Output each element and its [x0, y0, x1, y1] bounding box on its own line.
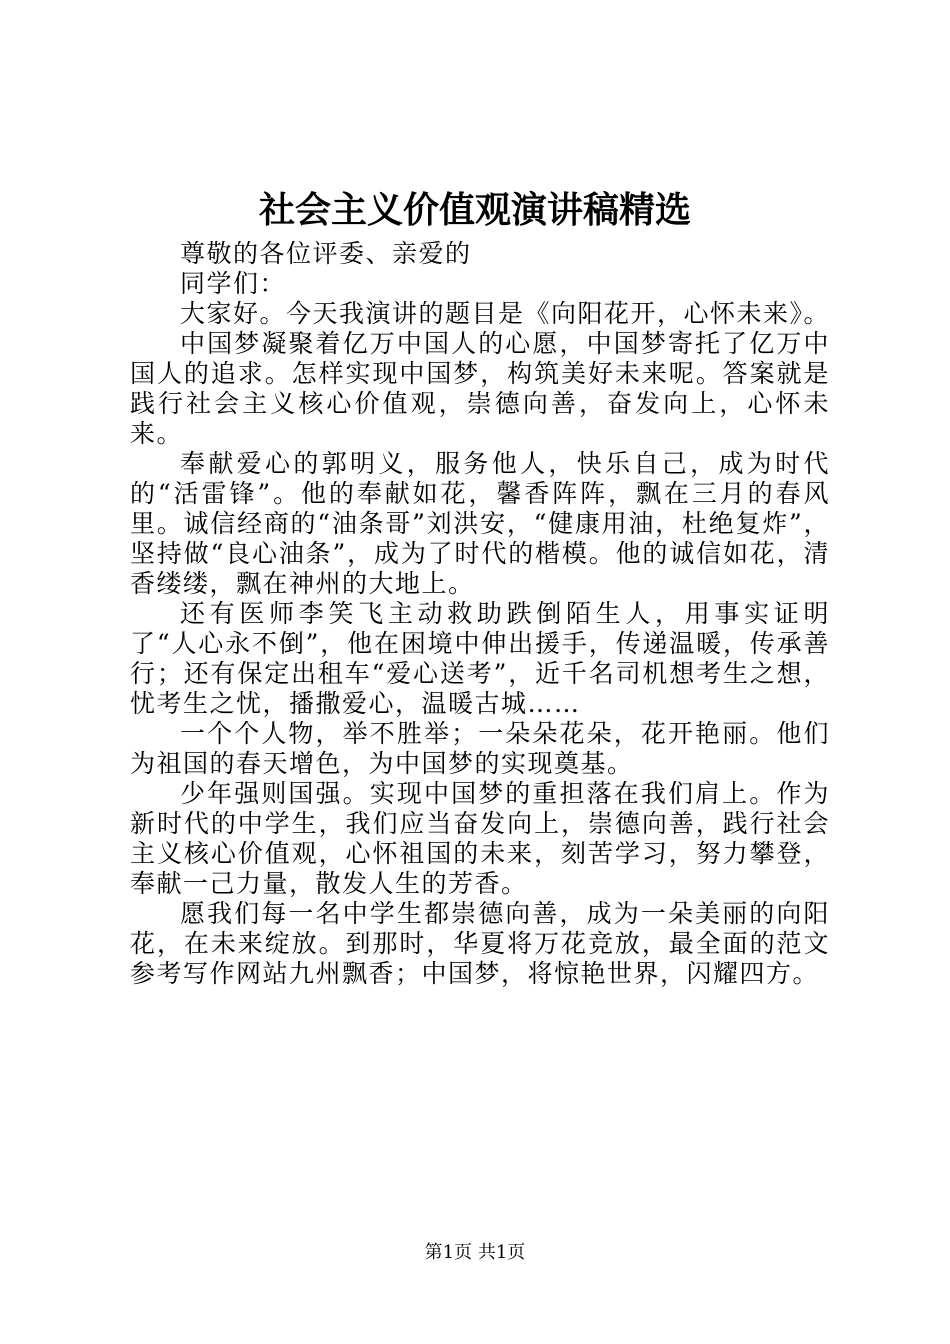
body-paragraph: 还有医师李笑飞主动救助跌倒陌生人，用事实证明了“人心永不倒”，他在困境中伸出援手，传递温暖，传承善行；还有保定出租车“爱心送考”，近千名司机想考生之想，忧考生之忧，播撒爱心，温暖古城……	[130, 599, 830, 718]
greeting-paragraph: 大家好。今天我演讲的题目是《向阳花开，心怀未来》。	[180, 299, 831, 328]
body-paragraph: 少年强则国强。实现中国梦的重担落在我们肩上。作为新时代的中学生，我们应当奋发向上，崇德向善，践行社会主义核心价值观，心怀祖国的未来，刻苦学习，努力攀登，奉献一己力量，散发人生的芳香。	[130, 779, 830, 898]
closing-paragraph: 愿我们每一名中学生都崇德向善，成为一朵美丽的向阳花，在未来绽放。到那时，华夏将万花竞放，最全面的范文参考写作网站九州飘香；中国梦，将惊艳世界，闪耀四方。	[130, 899, 830, 988]
salutation-line-1: 尊敬的各位评委、亲爱的	[180, 239, 472, 268]
body-paragraph: 奉献爱心的郭明义，服务他人，快乐自己，成为时代的“活雷锋”。他的奉献如花，馨香阵阵，飘在三月的春风里。诚信经商的“油条哥”刘洪安，“健康用油，杜绝复炸”，坚持做“良心油条”，成为了时代的楷模。他的诚信如花，清香缕缕，飘在神州的大地上。	[130, 449, 830, 598]
page-footer: 第1页 共1页	[424, 1242, 526, 1263]
page-title: 社会主义价值观演讲稿精选	[258, 189, 691, 231]
salutation-line-2: 同学们：	[180, 269, 287, 298]
body-paragraph: 一个个人物，举不胜举；一朵朵花朵，花开艳丽。他们为祖国的春天增色，为中国梦的实现奠基。	[130, 719, 830, 778]
body-paragraph: 中国梦凝聚着亿万中国人的心愿，中国梦寄托了亿万中国人的追求。怎样实现中国梦，构筑美好未来呢。答案就是践行社会主义核心价值观，崇德向善，奋发向上，心怀未来。	[130, 329, 830, 448]
speech-body	[130, 239, 830, 989]
